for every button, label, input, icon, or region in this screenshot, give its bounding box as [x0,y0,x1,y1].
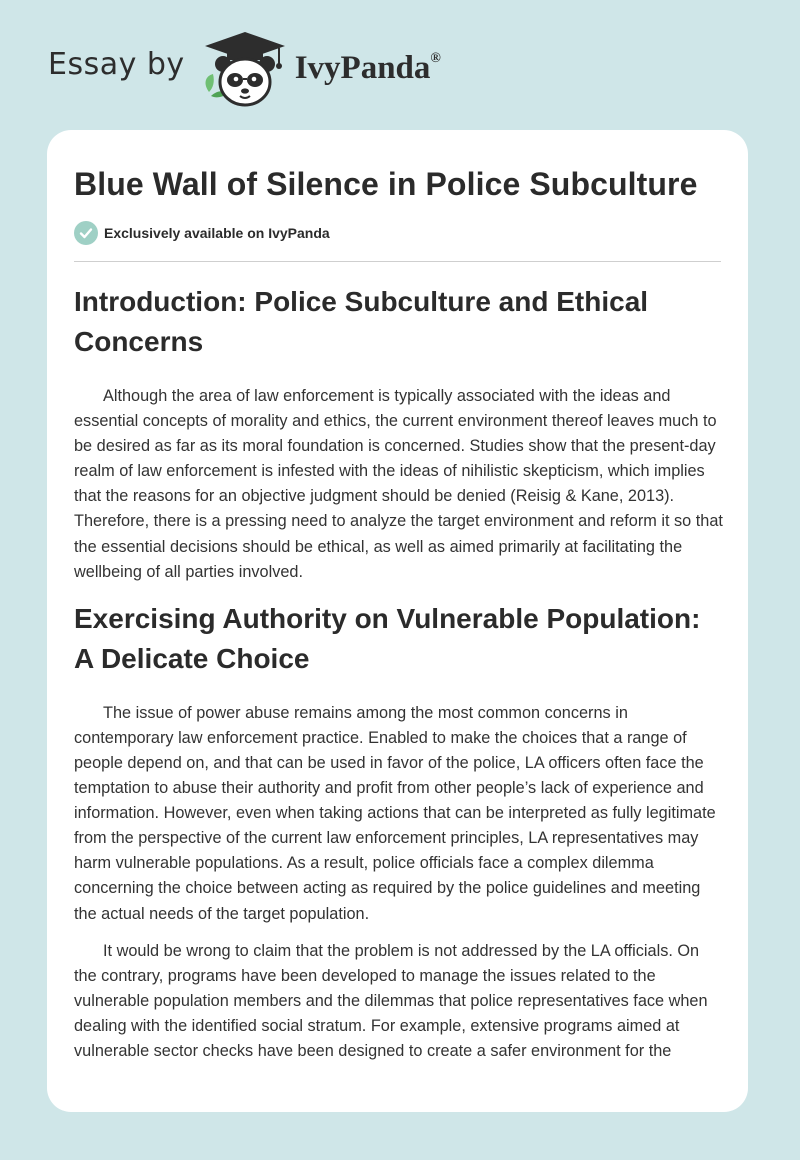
essay-by-label: Essay by [48,46,185,82]
essay-content [74,282,724,1076]
section-heading-introduction: Introduction: Police Subculture and Ethical Concerns [74,286,649,357]
exclusive-badge-text: Exclusively available on IvyPanda [104,225,330,241]
brand-name[interactable]: IvyPanda® [294,49,441,86]
check-circle-icon [74,221,98,245]
site-header [48,30,441,110]
divider [74,261,721,262]
section-heading-exercising-authority: Exercising Authority on Vulnerable Population: A Delicate Choice [74,602,701,674]
paragraph: The issue of power abuse remains among the most common concerns in contemporary law enforcement practice. Enabled to make the choices that a range of people depend on, and that can be used in favor of the police, LA officers often face the temptation to abuse their authority and profit from other people’s lack of experience and information. However, even when taking actions that can be interpreted as fully legitimate from the perspective of the current law enforcement principles, LA representatives may harm vulnerable populations. As a result, police officials face a complex dilemma concerning the choice between acting as required by the police guidelines and meeting the actual needs of the target population. [74,703,716,923]
paragraph: Although the area of law enforcement is typically associated with the ideas and essential concepts of morality and ethics, the current environment thereof leaves much to be desired as far as its moral foundation is concerned. Studies show that the present-day realm of law enforcement is infested with the ideas of nihilistic skepticism, which implies that the reasons for an objective judgment should be denied (Reisig & Kane, 2013). Therefore, there is a pressing need to analyze the target environment and reform it so that the essential decisions should be ethical, as well as aimed primarily at facilitating the wellbeing of all parties involved. [74,387,723,581]
panda-logo-icon[interactable] [199,30,291,110]
essay-card [47,130,748,1112]
essay-title: Blue Wall of Silence in Police Subculture [74,166,698,202]
paragraph: It would be wrong to claim that the problem is not addressed by the LA officials. On the contrary, programs have been developed to manage the issues related to the vulnerable population members and the dilemmas that police representatives face when dealing with the identified social stratum. For example, extensive programs aimed at vulnerable sector checks have been designed to create a safer environment for the [74,941,708,1060]
exclusive-badge [74,221,330,245]
registered-mark: ® [430,50,441,66]
